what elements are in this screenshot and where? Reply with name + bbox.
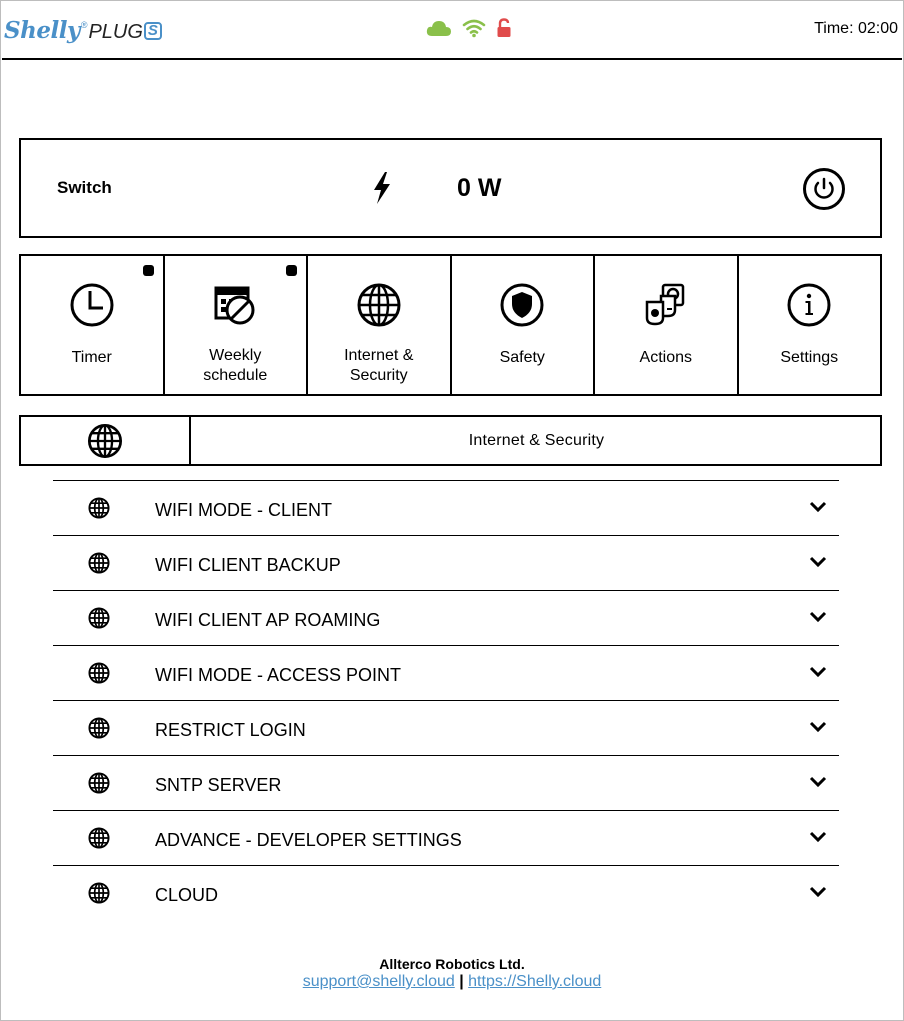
globe-icon	[88, 662, 110, 684]
calendar-schedule-icon	[212, 282, 258, 328]
globe-icon	[88, 772, 110, 794]
chevron-down-icon[interactable]	[809, 666, 827, 678]
globe-icon	[88, 882, 110, 904]
top-bar	[2, 0, 902, 60]
list-item[interactable]	[53, 590, 839, 645]
tile-settings[interactable]	[739, 256, 881, 394]
feature-tiles	[19, 254, 882, 396]
list-item-label: SNTP SERVER	[155, 775, 282, 795]
company-name: Allterco Robotics Ltd.	[379, 956, 525, 972]
chevron-down-icon[interactable]	[809, 721, 827, 733]
globe-icon	[88, 607, 110, 629]
tile-actions-label: Actions	[639, 349, 692, 366]
section-header	[19, 415, 882, 466]
tile-weekly-schedule-label: Weekly schedule	[203, 347, 268, 384]
list-item-label: WIFI CLIENT BACKUP	[155, 555, 341, 575]
tile-settings-label: Settings	[780, 349, 839, 366]
shield-icon	[499, 282, 545, 328]
timer-indicator-dot	[143, 265, 154, 276]
chevron-down-icon[interactable]	[809, 501, 827, 513]
power-icon	[802, 167, 846, 211]
chevron-down-icon[interactable]	[809, 611, 827, 623]
list-item[interactable]	[53, 480, 839, 535]
list-item[interactable]	[53, 700, 839, 755]
clock-icon	[69, 282, 115, 328]
chevron-down-icon[interactable]	[809, 886, 827, 898]
list-item-label: RESTRICT LOGIN	[155, 720, 306, 740]
schedule-indicator-dot	[286, 265, 297, 276]
list-item[interactable]	[53, 535, 839, 590]
website-link[interactable]: https://Shelly.cloud	[468, 973, 602, 990]
footer	[0, 955, 904, 991]
footer-links	[0, 973, 904, 991]
cloud-icon	[426, 19, 452, 37]
globe-icon	[88, 552, 110, 574]
globe-icon	[87, 423, 123, 459]
info-icon	[786, 282, 832, 328]
list-item-label: WIFI CLIENT AP ROAMING	[155, 610, 381, 630]
globe-icon	[88, 717, 110, 739]
tile-weekly-schedule[interactable]	[165, 256, 309, 394]
tile-internet-security-label: Internet & Security	[344, 347, 414, 384]
globe-icon	[356, 282, 402, 328]
logo-registered-mark: ®	[80, 20, 88, 30]
list-item-label: WIFI MODE - ACCESS POINT	[155, 665, 402, 685]
chevron-down-icon[interactable]	[809, 556, 827, 568]
chevron-down-icon[interactable]	[809, 831, 827, 843]
list-item[interactable]	[53, 810, 839, 865]
wifi-icon	[462, 18, 486, 38]
tile-safety[interactable]	[452, 256, 596, 394]
chevron-down-icon[interactable]	[809, 776, 827, 788]
tile-internet-security[interactable]	[308, 256, 452, 394]
time-display: Time: 02:00	[814, 20, 898, 37]
shelly-plug-logo	[4, 14, 162, 44]
list-item-label: WIFI MODE - CLIENT	[155, 500, 332, 520]
list-item[interactable]	[53, 645, 839, 700]
power-toggle-button[interactable]	[802, 167, 846, 216]
list-item-label: ADVANCE - DEVELOPER SETTINGS	[155, 830, 462, 850]
switch-panel	[19, 138, 882, 238]
globe-icon	[88, 497, 110, 519]
logo-badge: S	[144, 22, 162, 40]
logo-brand-text: Shelly	[4, 17, 80, 44]
section-title: Internet & Security	[468, 431, 605, 449]
tile-safety-label: Safety	[499, 349, 545, 366]
settings-list	[53, 480, 839, 920]
logo-product-text: PLUG	[88, 21, 143, 43]
actions-icon	[643, 282, 689, 328]
list-item-label: CLOUD	[155, 885, 219, 905]
tile-actions[interactable]	[595, 256, 739, 394]
list-item[interactable]	[53, 865, 839, 920]
switch-label: Switch	[57, 178, 112, 197]
link-separator: |	[459, 973, 464, 990]
globe-icon	[88, 827, 110, 849]
support-email-link[interactable]: support@shelly.cloud	[302, 973, 455, 990]
power-reading: 0 W	[457, 174, 502, 202]
status-icons	[426, 18, 512, 38]
section-icon-cell	[21, 417, 191, 464]
tile-timer[interactable]	[21, 256, 165, 394]
tile-timer-label: Timer	[71, 349, 112, 366]
unlocked-icon[interactable]	[496, 18, 512, 38]
list-item[interactable]	[53, 755, 839, 810]
bolt-icon	[371, 172, 393, 209]
